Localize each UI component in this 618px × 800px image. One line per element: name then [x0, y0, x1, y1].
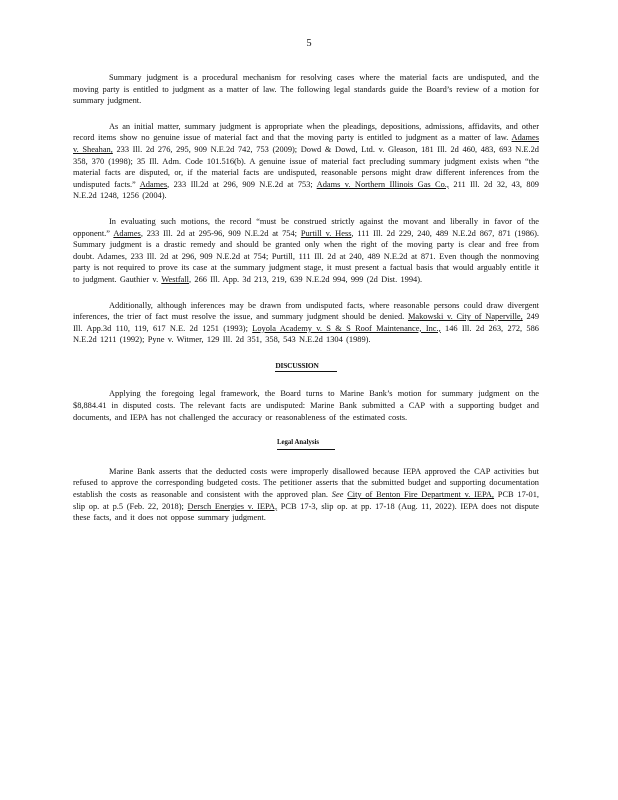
paragraph-applying-framework: Applying the foregoing legal framework, the Board turns to Marine Bank’s motion for summary judgment on the $8,884.41 in disputed costs. The relevant facts are undisputed: Marine Bank submitted a CAP with a supporting budget and documents, and IEPA has not challenged the accuracy or reasonableness of the estimated costs.: [73, 389, 539, 422]
signal-see: See: [331, 490, 344, 500]
text-run: , 233 Ill.2d at 296, 909 N.E.2d at 753;: [167, 179, 317, 189]
text-run: , 266 Ill. App. 3d 213, 219, 639 N.E.2d 994, 999 (2d Dist. 1994).: [189, 274, 423, 284]
text-run: 146 Ill. 2d 263, 272, 586 N.E.2d 1211 (1992); Pyne v. Witmer, 129 Ill. 2d 351, 358, 543 N.E.2d 1304 (1989).: [73, 323, 539, 345]
text-run: 249 Ill. App.3d 110, 119, 617 N.E. 2d 1251 (1993);: [73, 312, 540, 333]
text-run: Additionally, although inferences may be drawn from undisputed facts, where reasonable persons could draw divergent inferences, the trier of fact must resolve the issue, and summary judgment should be denied.: [73, 300, 539, 322]
text-run: , 233 Ill. 2d at 295-96, 909 N.E.2d at 754;: [140, 228, 301, 238]
case-citation: Adams v. Northern Illinois Gas Co.,: [316, 179, 449, 189]
case-citation: Loyola Academy v. S & S Roof Maintenance, Inc.,: [252, 323, 441, 333]
case-citation: Westfall: [161, 274, 190, 284]
text-run: 211 Ill. 2d 32, 43, 809 N.E.2d 1248, 1256 (2004).: [73, 179, 539, 201]
case-citation: Dersch Energies v. IEPA,: [187, 501, 278, 511]
text-run: Marine Bank asserts that the deducted costs were improperly disallowed because IEPA approved the CAP activities but refused to approve the corresponding budgeted costs. The petitioner asserts that the submitted budget and supporting documentation establish the costs as reasonable and consistent with the approved plan.: [73, 466, 539, 500]
text-run: PCB 17-3, slip op. at pp. 17-18 (Aug. 11, 2022). IEPA does not dispute these facts, and it does not oppose summary judgment.: [73, 501, 540, 523]
paragraph-inferences: [73, 300, 539, 346]
case-citation: Adames v. Sheahan,: [73, 133, 539, 154]
section-heading-discussion: [73, 360, 539, 373]
paragraph-evaluating-motions: [73, 216, 539, 286]
document-body: [73, 72, 539, 538]
paragraph-marine-bank-asserts: [73, 466, 539, 524]
text-run: As an initial matter, summary judgment is appropriate when the pleadings, depositions, admissions, affidavits, and other record items show no genuine issue of material fact and that the moving party is entitled to judgment as a matter of law.: [73, 121, 539, 143]
heading-text: Legal Analysis: [277, 437, 335, 450]
case-citation: Adames: [139, 179, 168, 189]
page-number: 5: [306, 38, 312, 49]
case-citation: Purtill v. Hess: [300, 228, 352, 238]
text-run: 233 Ill. 2d 276, 295, 909 N.E.2d 742, 753 (2009); Dowd & Dowd, Ltd. v. Gleason, 181 Ill. 2d 460, 483, 693 N.E.2d 358, 370 (1998); 35 Ill. Adm. Code 101.516(b). A genuine issue of material fact precluding summary judgment exists when “the material facts are disputed, or, if the material facts are undisputed, reasonable persons might draw different inferences from the undisputed facts.”: [73, 144, 539, 189]
text-run: PCB 17-01, slip op. at p.5 (Feb. 22, 2018);: [73, 490, 540, 511]
case-citation: Makowski v. City of Naperville,: [407, 312, 523, 322]
heading-text: DISCUSSION: [275, 360, 336, 373]
case-citation: Adames: [113, 228, 141, 238]
section-heading-legal-analysis: [73, 437, 539, 450]
text-run: , 111 Ill. 2d 229, 240, 489 N.E.2d 867, 871 (1986). Summary judgment is a drastic remedy and should be granted only when the right of the moving party is clear and free from doubt. Adames, 233 Ill. 2d at 296, 909 N.E.2d at 754; Purtill, 111 Ill. 2d at 240, 489 N.E.2d at 871. Even though the nonmoving party is not required to prove its case at the summary judgment stage, it must present a factual basis that would arguably entitle it to judgment. Gauthier v.: [73, 228, 540, 284]
text-run: In evaluating such motions, the record “must be construed strictly against the movant and liberally in favor of the opponent.”: [73, 216, 539, 238]
case-citation: City of Benton Fire Department v. IEPA,: [347, 490, 495, 500]
paragraph-initial-matter: [73, 121, 539, 202]
paragraph-summary-judgment-intro: Summary judgment is a procedural mechanism for resolving cases where the material facts are undisputed, and the moving party is entitled to judgment as a matter of law. The following legal standards guide the Board’s review of a motion for summary judgment.: [73, 73, 539, 106]
